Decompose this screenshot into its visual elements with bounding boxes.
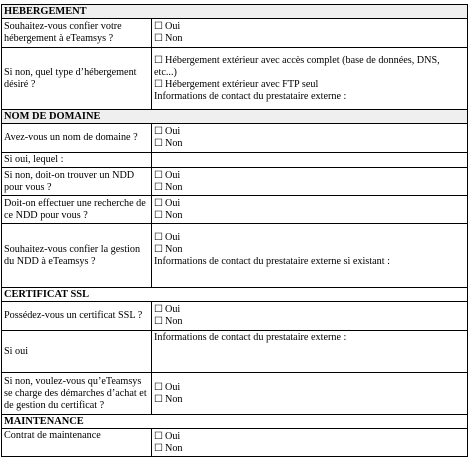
option-ftp-seul[interactable] bbox=[154, 79, 465, 91]
section-title: NOM DE DOMAINE bbox=[2, 110, 468, 124]
option-oui[interactable] bbox=[154, 170, 465, 182]
answer-field[interactable] bbox=[152, 153, 468, 168]
answer-cell bbox=[152, 331, 468, 373]
question-label: Souhaitez-vous confier la gestion du NDD à eTeamsys ? bbox=[2, 224, 152, 288]
info-label: Informations de contact du prestataire externe si existant : bbox=[154, 255, 390, 267]
question-label: Contrat de maintenance bbox=[2, 429, 152, 457]
question-label: Si oui, lequel : bbox=[2, 153, 152, 168]
option-label: Oui bbox=[164, 381, 181, 393]
checkbox-icon[interactable]: ☐ bbox=[154, 78, 163, 90]
info-label: Informations de contact du prestataire externe : bbox=[154, 332, 347, 343]
checkbox-icon[interactable]: ☐ bbox=[154, 33, 163, 44]
option-non[interactable] bbox=[154, 316, 465, 328]
checkbox-icon[interactable]: ☐ bbox=[154, 231, 163, 243]
option-label: Oui bbox=[164, 304, 181, 315]
question-label: Souhaitez-vous confier votre hébergement à eTeamsys ? bbox=[2, 19, 152, 48]
question-label: Si oui bbox=[2, 331, 152, 373]
section-title: HEBERGEMENT bbox=[2, 5, 468, 19]
option-label: Oui bbox=[164, 430, 181, 442]
section-title: CERTIFICAT SSL bbox=[2, 288, 468, 302]
option-label: Non bbox=[164, 442, 183, 454]
questionnaire-table bbox=[1, 4, 468, 457]
checkbox-icon[interactable]: ☐ bbox=[154, 209, 163, 221]
info-spacer bbox=[154, 268, 465, 280]
question-label: Si non, quel type d’hébergement désiré ? bbox=[2, 48, 152, 110]
table-row bbox=[2, 331, 468, 373]
checkbox-icon[interactable]: ☐ bbox=[154, 304, 163, 315]
question-label: Possédez-vous un certificat SSL ? bbox=[2, 302, 152, 331]
option-label: Hébergement extérieur avec FTP seul bbox=[164, 78, 319, 90]
checkbox-icon[interactable]: ☐ bbox=[154, 197, 163, 209]
table-row bbox=[2, 48, 468, 110]
option-label: Non bbox=[164, 393, 183, 405]
checkbox-icon[interactable]: ☐ bbox=[154, 21, 163, 32]
checkbox-icon[interactable]: ☐ bbox=[154, 243, 163, 255]
option-oui[interactable] bbox=[154, 198, 465, 210]
option-label: Oui bbox=[164, 21, 181, 32]
option-label: Non bbox=[164, 33, 183, 44]
option-label: Non bbox=[164, 243, 183, 255]
section-header-nom-de-domaine bbox=[2, 110, 468, 124]
section-header-hebergement bbox=[2, 5, 468, 19]
checkbox-icon[interactable]: ☐ bbox=[154, 316, 163, 327]
option-non[interactable] bbox=[154, 33, 465, 45]
question-label: Doit-on effectuer une recherche de ce NDD pour vous ? bbox=[2, 196, 152, 224]
option-non[interactable] bbox=[154, 394, 465, 406]
option-oui[interactable] bbox=[154, 126, 465, 138]
option-oui[interactable] bbox=[154, 21, 465, 33]
option-non[interactable] bbox=[154, 443, 465, 455]
table-row bbox=[2, 196, 468, 224]
option-oui[interactable] bbox=[154, 304, 465, 316]
table-row bbox=[2, 224, 468, 288]
answer-cell bbox=[152, 302, 468, 331]
answer-cell bbox=[152, 224, 468, 288]
option-label: Oui bbox=[164, 169, 181, 181]
question-label: Si non, voulez-vous qu’eTeamsys se charge des démarches d’achat et de gestion du certificat ? bbox=[2, 373, 152, 415]
option-label: Oui bbox=[164, 197, 181, 209]
table-row bbox=[2, 302, 468, 331]
table-row bbox=[2, 373, 468, 415]
question-label: Avez-vous un nom de domaine ? bbox=[2, 124, 152, 153]
option-oui[interactable] bbox=[154, 232, 465, 244]
checkbox-icon[interactable]: ☐ bbox=[154, 381, 163, 393]
table-row bbox=[2, 153, 468, 168]
section-title: MAINTENANCE bbox=[2, 415, 468, 429]
option-non[interactable] bbox=[154, 182, 465, 194]
option-label: Non bbox=[164, 138, 183, 149]
option-non[interactable] bbox=[154, 138, 465, 150]
table-row bbox=[2, 124, 468, 153]
answer-cell bbox=[152, 48, 468, 110]
option-oui[interactable] bbox=[154, 382, 465, 394]
info-label: Informations de contact du prestataire externe : bbox=[154, 90, 347, 102]
checkbox-icon[interactable]: ☐ bbox=[154, 393, 163, 405]
option-oui[interactable] bbox=[154, 431, 465, 443]
option-label: Non bbox=[164, 209, 183, 221]
answer-cell bbox=[152, 19, 468, 48]
answer-cell bbox=[152, 429, 468, 457]
section-header-certificat-ssl bbox=[2, 288, 468, 302]
answer-cell bbox=[152, 124, 468, 153]
checkbox-icon[interactable]: ☐ bbox=[154, 126, 163, 137]
table-row bbox=[2, 429, 468, 457]
checkbox-icon[interactable]: ☐ bbox=[154, 138, 163, 149]
table-row bbox=[2, 168, 468, 196]
answer-cell bbox=[152, 168, 468, 196]
checkbox-icon[interactable]: ☐ bbox=[154, 442, 163, 454]
option-acces-complet[interactable] bbox=[154, 55, 465, 79]
option-label: Hébergement extérieur avec accès complet (base de données, DNS, etc...) bbox=[154, 54, 440, 78]
answer-cell bbox=[152, 373, 468, 415]
option-label: Oui bbox=[164, 126, 181, 137]
table-row bbox=[2, 19, 468, 48]
option-label: Oui bbox=[164, 231, 181, 243]
option-label: Non bbox=[164, 181, 183, 193]
question-label: Si non, doit-on trouver un NDD pour vous ? bbox=[2, 168, 152, 196]
checkbox-icon[interactable]: ☐ bbox=[154, 430, 163, 442]
answer-cell bbox=[152, 196, 468, 224]
checkbox-icon[interactable]: ☐ bbox=[154, 181, 163, 193]
option-label: Non bbox=[164, 316, 183, 327]
checkbox-icon[interactable]: ☐ bbox=[154, 169, 163, 181]
section-header-maintenance bbox=[2, 415, 468, 429]
option-non[interactable] bbox=[154, 210, 465, 222]
option-non[interactable] bbox=[154, 244, 465, 256]
checkbox-icon[interactable]: ☐ bbox=[154, 54, 163, 66]
